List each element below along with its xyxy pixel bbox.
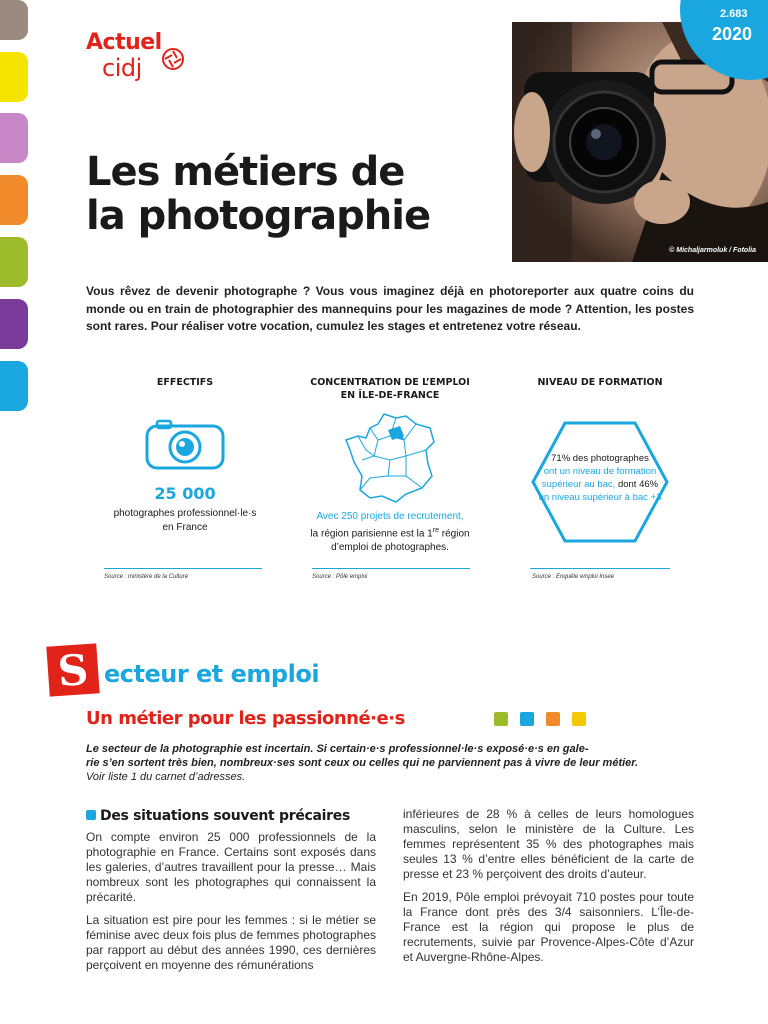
color-tab-grey [0, 0, 28, 40]
photo-credit: © Michaljarmoluk / Fotolia [669, 247, 756, 254]
aperture-icon [162, 48, 184, 70]
concentration-heading-line-1: CONCENTRATION DE L’EMPLOI [310, 377, 470, 388]
formation-line-3a: supérieur au bac, [541, 479, 616, 490]
color-tab-blue [0, 361, 28, 411]
section-letter: S [46, 643, 99, 696]
concentration-text-line-2b: région [438, 528, 470, 540]
col2-paragraph-2: En 2019, Pôle emploi prévoyait 710 postes pour toute la France dont près des 3/4 saisonniers. L’Île-de-France est la région qui propose le plus de recrutements, suivie par Provence-Alpes-Côte d’Azur et Auvergne-Rhône-Alpes. [403, 890, 694, 964]
concentration-heading-line-2: EN ÎLE-DE-FRANCE [340, 390, 440, 401]
formation-source-line [530, 568, 670, 569]
section-subtitle: Un métier pour les passionné·e·s [86, 708, 405, 729]
concentration-text-line-2a: la région parisienne est la 1 [310, 528, 433, 540]
body-column-1 [86, 830, 376, 981]
formation-line-1: 71% des photographes [551, 453, 649, 464]
effectifs-source: Source : ministère de la Culture [104, 574, 189, 580]
concentration-source: Source : Pôle emploi [312, 574, 368, 580]
decor-square-orange [546, 712, 560, 726]
color-tab-purple [0, 299, 28, 349]
concentration-text [290, 524, 490, 555]
logo-actuel: Actuel [86, 30, 162, 55]
color-tab-yellow [0, 52, 28, 102]
section-lead [86, 742, 694, 784]
lead-line-2: rie s’en sortent très bien, nombreux·ses sont ceux ou celles qui ne parviennent pas à vivre de leur métier. [86, 757, 639, 769]
formation-heading: NIVEAU DE FORMATION [537, 377, 663, 388]
color-tab-pink [0, 113, 28, 163]
decor-square-yellow [572, 712, 586, 726]
lead-line-1: Le secteur de la photographie est incertain. Si certain·e·s professionnel·le·s exposé·e·s en gale- [86, 743, 589, 755]
effectifs-text-line-1: photographes professionnel·le·s [113, 508, 257, 519]
color-tab-orange [0, 175, 28, 225]
heading-marker [86, 810, 96, 820]
formation-line-2: ont un niveau de formation [543, 466, 657, 477]
lead-line-3: Voir liste 1 du carnet d’adresses. [86, 771, 246, 783]
effectifs-text-line-2: en France [162, 522, 208, 533]
body-column-2 [403, 807, 694, 973]
camera-icon [145, 418, 225, 470]
color-tab-green [0, 237, 28, 287]
effectifs-heading: EFFECTIFS [156, 377, 214, 388]
col2-paragraph-1: inférieures de 28 % à celles de leurs homologues masculins, selon le ministère de la Culture. Les femmes représentent 35 % des photographes mais seules 13 % d’entre elles bénéficient de la carte de presse et 23 % perçoivent des droits d’auteur. [403, 807, 694, 881]
logo [86, 30, 162, 82]
issue-number: 2.683 [720, 8, 748, 20]
col1-paragraph-2: La situation est pire pour les femmes : si le métier se féminise avec deux fois plus de femmes photographes par rapport au début des années 1990, ces dernières perçoivent en moyenne des rémunérations [86, 913, 376, 972]
column-heading [86, 808, 350, 824]
col1-paragraph-1: On compte environ 25 000 professionnels de la photographie en France. Certains sont exposés dans les galeries, d’autres travaillent pour la presse… Mais nombreux sont les photographes qui connaissent la précarité. [86, 830, 376, 904]
france-map-icon [344, 410, 440, 506]
effectifs-text [100, 507, 270, 535]
formation-source: Source : Enquête emploi Insee [532, 574, 615, 580]
logo-cidj: cidj [102, 54, 142, 82]
concentration-text-sup: re [432, 527, 439, 534]
issue-year: 2020 [712, 24, 753, 44]
concentration-text-line-3: d’emploi de photographes. [331, 542, 449, 554]
concentration-text-blue: Avec 250 projets de recrutement, [316, 511, 464, 522]
decor-square-blue [520, 712, 534, 726]
section-title: ecteur et emploi [104, 660, 320, 688]
formation-text [530, 452, 670, 504]
title-line-1: Les métiers de [86, 149, 405, 195]
column-heading-text: Des situations souvent précaires [100, 808, 351, 824]
intro-paragraph: Vous rêvez de devenir photographe ? Vous vous imaginez déjà en photoreporter aux quatre coins du monde ou en train de photographier des mannequins pour les magazines de mode ? Attention, les postes sont rares. Pour réaliser votre vocation, cumulez les stages et entretenez votre réseau. [86, 284, 694, 333]
title-line-2: la photographie [86, 193, 431, 239]
page-title [86, 150, 506, 238]
concentration-heading [300, 376, 480, 402]
formation-line-3b: dont 46% [615, 479, 659, 490]
formation-line-4: un niveau supérieur à bac +3 [538, 492, 662, 503]
concentration-source-line [312, 568, 470, 569]
decor-square-green [494, 712, 508, 726]
effectifs-value: 25 000 [154, 484, 216, 503]
effectifs-source-line [104, 568, 262, 569]
